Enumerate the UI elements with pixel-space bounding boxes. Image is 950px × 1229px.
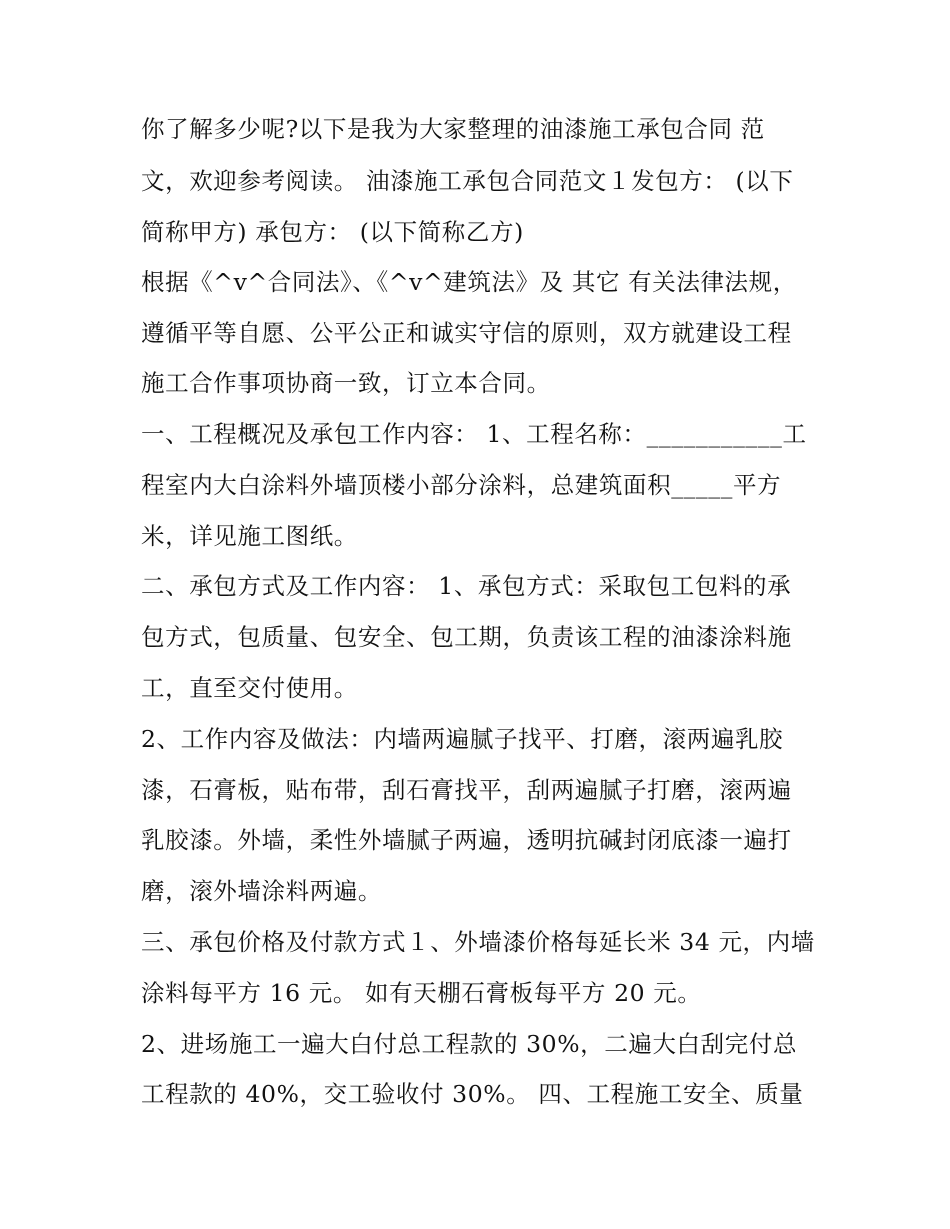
text-line: 一、工程概况及承包工作内容： 1、工程名称：___________工 [141, 420, 807, 448]
text-line: 米，详见施工图纸。 [141, 522, 358, 550]
text-line: 乳胶漆。外墙，柔性外墙腻子两遍，透明抗碱封闭底漆一遍打 [141, 826, 792, 854]
text-line: 你了解多少呢?以下是我为大家整理的油漆施工承包合同 范 [141, 115, 765, 143]
text-line: 2、进场施工一遍大白付总工程款的 30%，二遍大白刮完付总 [141, 1030, 798, 1058]
text-line: 程室内大白涂料外墙顶楼小部分涂料，总建筑面积_____平方 [141, 471, 782, 499]
text-line: 文，欢迎参考阅读。 油漆施工承包合同范文１发包方： (以下 [141, 167, 794, 195]
text-line: 工，直至交付使用。 [141, 674, 358, 702]
text-line: 漆，石膏板，贴布带，刮石膏找平，刮两遍腻子打磨，滚两遍 [141, 776, 792, 804]
text-line: 二、承包方式及工作内容： 1、承包方式：采取包工包料的承 [141, 572, 792, 600]
text-line: 磨，滚外墙涂料两遍。 [141, 877, 382, 905]
text-line: 遵循平等自愿、公平公正和诚实守信的原则，双方就建设工程 [141, 319, 792, 347]
text-line: 施工合作事项协商一致，订立本合同。 [141, 369, 551, 397]
text-line: 涂料每平方 16 元。 如有天棚石膏板每平方 20 元。 [141, 979, 702, 1007]
text-line: 根据《^v^合同法》、《^v^建筑法》及 其它 有关法律法规， [141, 268, 797, 296]
text-line: 简称甲方) 承包方： (以下简称乙方) [141, 218, 524, 246]
text-line: 三、承包价格及付款方式１、外墙漆价格每延长米 34 元，内墙 [141, 928, 815, 956]
text-line: 工程款的 40%，交工验收付 30%。 四、工程施工安全、质量 [141, 1080, 804, 1108]
text-line: 2、工作内容及做法：内墙两遍腻子找平、打磨，滚两遍乳胶 [141, 725, 784, 753]
text-line: 包方式，包质量、包安全、包工期，负责该工程的油漆涂料施 [141, 623, 792, 651]
